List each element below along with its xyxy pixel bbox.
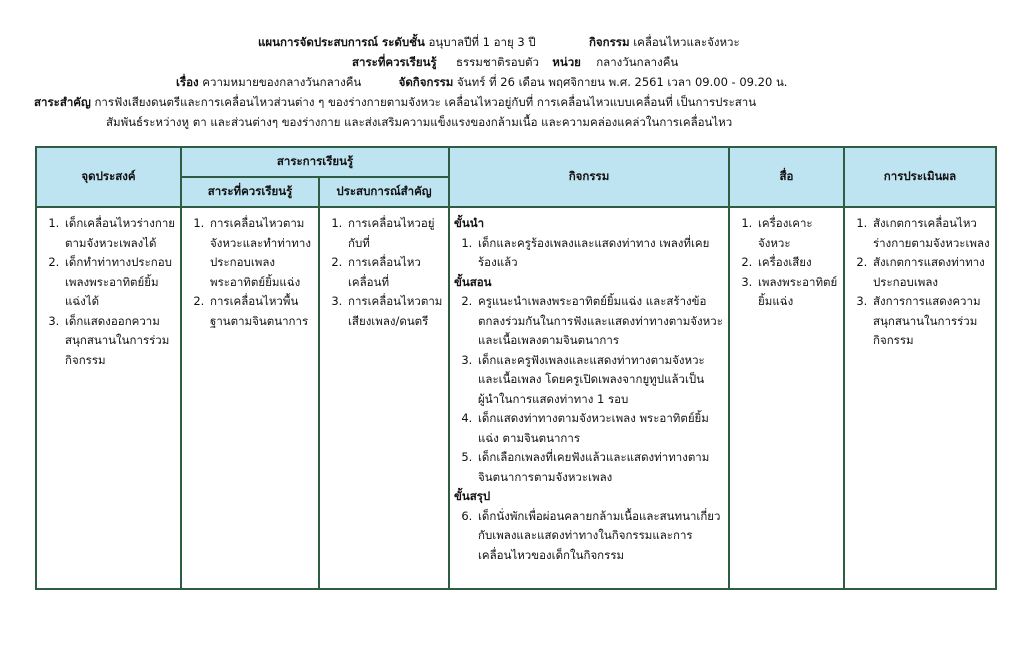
date-label: จัดกิจกรรม	[398, 75, 454, 89]
activity-label: กิจกรรม	[588, 35, 630, 49]
teach-list	[454, 292, 724, 487]
evaluation-list	[849, 214, 991, 351]
content-list	[186, 214, 314, 331]
content-label: สาระที่ควรเรียนรู้	[352, 55, 437, 69]
media-header: สื่อ	[729, 147, 844, 207]
evaluation-header: การประเมินผล	[844, 147, 996, 207]
list-item: 1. เด็กเคลื่อนไหวร่างกายตามจังหวะเพลงได้	[63, 214, 176, 253]
list-item: 5. เด็กเลือกเพลงที่เคยฟังแล้วและแสดงท่าทางตามจินตนาการตามจังหวะเพลง	[476, 448, 724, 487]
essence-line-2	[106, 115, 732, 129]
date-value: จันทร์ ที่ 26 เดือน พฤศจิกายน พ.ศ. 2561 เวลา 09.00 - 09.20 น.	[457, 75, 788, 89]
essence-text-2: สัมพันธ์ระหว่างหู ตา และส่วนต่างๆ ของร่างกาย และส่งเสริมความแข็งแรงของกล้ามเนื้อ และความคล่องแคล่วในการเคลื่อนไหว	[106, 115, 733, 129]
list-item: 4. เด็กแสดงท่าทางตามจังหวะเพลง พระอาทิตย์ยิ้มแฉ่ง ตามจินตนาการ	[476, 409, 724, 448]
evaluation-cell	[844, 207, 996, 589]
media-cell	[729, 207, 844, 589]
media-list	[734, 214, 839, 312]
list-item: 3. สังการการแสดงความสนุกสนานในการร่วมกิจกรรม	[871, 292, 991, 351]
topic-value: ความหมายของกลางวันกลางคืน	[202, 75, 362, 89]
summary-label: ขั้นสรุป	[454, 489, 491, 503]
list-item: 2. สังเกตการแสดงท่าทางประกอบเพลง	[871, 253, 991, 292]
unit-label: หน่วย	[552, 55, 581, 69]
content-cell	[181, 207, 319, 589]
activities-header: กิจกรรม	[449, 147, 729, 207]
content-value: ธรรมชาติรอบตัว	[455, 55, 539, 69]
list-item: 2. การเคลื่อนไหวเคลื่อนที่	[346, 253, 444, 292]
list-item: 3. เด็กแสดงออกความสนุกสนานในการร่วมกิจกรรม	[63, 312, 176, 371]
list-item: 3. เด็กและครูฟังเพลงและแสดงท่าทางตามจังหวะและเนื้อเพลง โดยครูเปิดเพลงจากยูทูปแล้วเป็นผู้นำในการแสดงท่าทาง 1 รอบ	[476, 351, 724, 410]
plan-label: แผนการจัดประสบการณ์ ระดับชั้น	[258, 35, 425, 49]
objectives-header: จุดประสงค์	[36, 147, 181, 207]
list-item: 1. เด็กและครูร้องเพลงและแสดงท่าทาง เพลงที่เคยร้องแล้ว	[476, 234, 724, 273]
objectives-cell	[36, 207, 181, 589]
essence-text-1: การฟังเสียงดนตรีและการเคลื่อนไหวส่วนต่าง ๆ ของร่างกายตามจังหวะ เคลื่อนไหวอยู่กับที่ การเคลื่อนไหวแบบเคลื่อนที่ เป็นการประสาน	[94, 95, 757, 109]
learning-header: สาระการเรียนรู้	[181, 147, 449, 177]
essence-line-1	[34, 95, 756, 109]
intro-label: ขั้นนำ	[454, 216, 485, 230]
activities-cell	[449, 207, 729, 589]
intro-list	[454, 234, 724, 273]
essence-label: สาระสำคัญ	[34, 95, 91, 109]
list-item: 1. เครื่องเคาะจังหวะ	[756, 214, 839, 253]
objectives-list	[41, 214, 176, 370]
list-item: 1. การเคลื่อนไหวอยู่กับที่	[346, 214, 444, 253]
topic-label: เรื่อง	[176, 75, 199, 89]
summary-list	[454, 507, 724, 566]
header-line-1	[258, 35, 740, 49]
list-item: 1. การเคลื่อนไหวตามจังหวะและทำท่าทางประกอบเพลงพระอาทิตย์ยิ้มแฉ่ง	[208, 214, 314, 292]
list-item: 1. สังเกตการเคลื่อนไหวร่างกายตามจังหวะเพลง	[871, 214, 991, 253]
unit-value: กลางวันกลางคืน	[596, 55, 679, 69]
content-header: สาระที่ควรเรียนรู้	[181, 177, 319, 207]
teach-label: ขั้นสอน	[454, 274, 492, 289]
experience-list	[324, 214, 444, 331]
list-item: 2. การเคลื่อนไหวพื้นฐานตามจินตนาการ	[208, 292, 314, 331]
header-line-2	[352, 55, 678, 69]
header-line-3	[176, 75, 787, 89]
level-value: อนุบาลปีที่ 1 อายุ 3 ปี	[428, 35, 536, 49]
lesson-plan-table	[35, 146, 997, 590]
activity-value: เคลื่อนไหวและจังหวะ	[633, 35, 740, 49]
list-item: 3. การเคลื่อนไหวตามเสียงเพลง/ดนตรี	[346, 292, 444, 331]
list-item: 2. ครูแนะนำเพลงพระอาทิตย์ยิ้มแฉ่ง และสร้างข้อตกลงร่วมกันในการฟังและแสดงท่าทางตามจังหวะและเนื้อเพลงตามจินตนาการ	[476, 292, 724, 351]
experience-header: ประสบการณ์สำคัญ	[319, 177, 449, 207]
experience-cell	[319, 207, 449, 589]
list-item: 2. เด็กทำท่าทางประกอบเพลงพระอาทิตย์ยิ้มแฉ่งได้	[63, 253, 176, 312]
list-item: 6. เด็กนั่งพักเพื่อผ่อนคลายกล้ามเนื้อและสนทนาเกี่ยวกับเพลงและแสดงท่าทางในกิจกรรมและการเคลื่อนไหวของเด็กในกิจกรรม	[476, 507, 724, 566]
list-item: 2. เครื่องเสียง	[756, 253, 839, 273]
list-item: 3. เพลงพระอาทิตย์ยิ้มแฉ่ง	[756, 273, 839, 312]
